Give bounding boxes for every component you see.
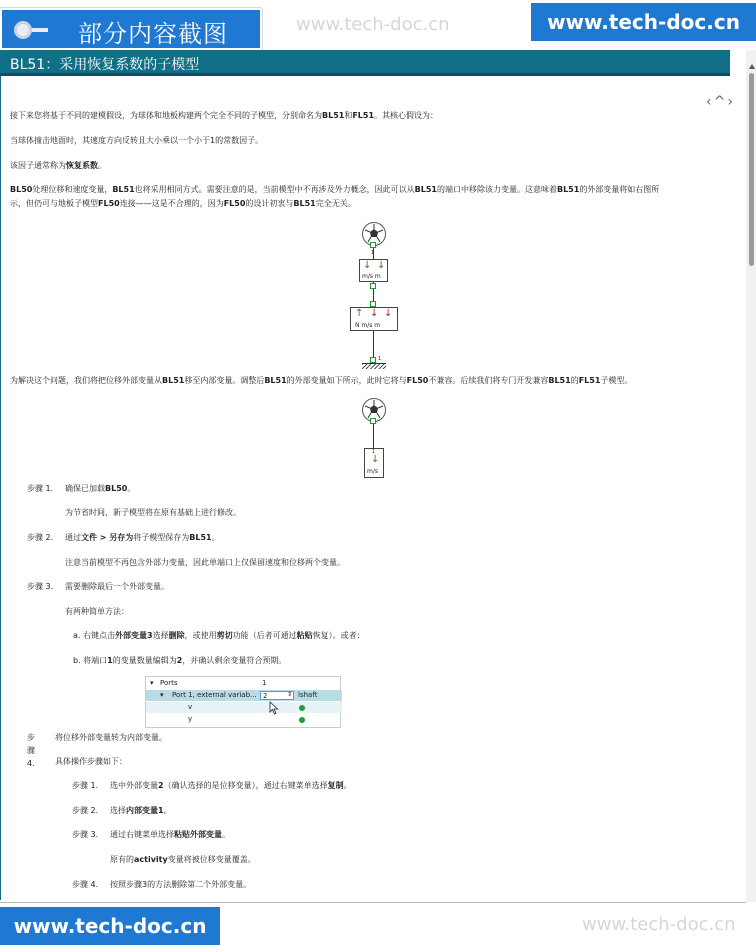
page-header (0, 50, 730, 76)
section-tag (0, 8, 262, 50)
connector-line (373, 331, 374, 357)
watermark-top-right: www.tech-doc.cn (531, 3, 756, 41)
port-node-icon (370, 283, 376, 289)
intro-line-2: 当球体撞击地面时，其速度方向反转且大小乘以一个小于1的常数因子。 (10, 136, 264, 145)
status-dot-icon (299, 717, 305, 723)
bl-submodel-block[interactable] (359, 259, 388, 282)
block-labels: m/s m (362, 273, 381, 280)
port-1-extra: lshaft (298, 691, 318, 699)
tag-title: 部分内容截图 (78, 20, 228, 48)
substep-1-label: 步骤 1. (72, 781, 99, 790)
substep-3-note: 原有的activity变量将被位移变量覆盖。 (110, 855, 256, 864)
bl51-submodel-block[interactable] (364, 448, 384, 478)
step-3-note: 有两种简单方法： (65, 607, 129, 616)
port-1-row[interactable] (146, 690, 342, 701)
ports-header: Ports (160, 679, 178, 687)
arrow-down-icon: ↓ (377, 260, 386, 271)
substep-2-label: 步骤 2. (72, 806, 99, 815)
substep-4-text: 按照步骤3的方法删除第二个外部变量。 (110, 880, 252, 889)
ground-icon (362, 363, 386, 369)
variable-row-y[interactable] (146, 714, 342, 725)
arrow-up-icon: ↑ (355, 308, 364, 319)
block-labels: N m/s m (355, 322, 381, 329)
step-1-label: 步骤 1. (27, 484, 54, 493)
step-4-label-char: 骤 (27, 746, 35, 755)
ports-table[interactable] (145, 676, 341, 728)
variable-y-label: y (188, 715, 193, 723)
watermark-top-center: www.tech-doc.cn (296, 14, 450, 35)
intro-para-1: BL50处理位移和速度变量，BL51也将采用相同方式。需要注意的是，当前模型中不再涉及外力概念，因此可以从BL51的端口中移除该力变量。这意味着BL51的外部变量将如右图所 (10, 185, 660, 194)
intro-line-1: 接下来您将基于不同的建模假设，为球体和地板构建两个完全不同的子模型，分别命名为BL51和FL51。其核心假设为： (10, 111, 439, 120)
port-1-label: Port 1, external variab... (172, 691, 257, 699)
port-number: 1 (372, 449, 376, 455)
substep-1-text: 选中外部变量2（确认选择的是位移变量），通过右键菜单选择复制。 (110, 781, 352, 790)
arrow-down-icon: ↓ (370, 308, 379, 319)
step-2-note: 注意当前模型不再包含外部力变量，因此单端口上仅保留速度和位移两个变量。 (65, 558, 345, 567)
fl-submodel-block[interactable] (350, 307, 398, 331)
substep-3-label: 步骤 3. (72, 830, 99, 839)
arrow-down-icon: ↓ (384, 308, 393, 319)
watermark-bottom-right: www.tech-doc.cn (582, 914, 736, 935)
scroll-thumb[interactable] (749, 73, 754, 266)
arrow-down-icon: ↓ (371, 454, 380, 465)
scroll-up-icon[interactable] (749, 64, 755, 69)
substep-3-text: 通过右键菜单选择粘贴外部变量。 (110, 830, 230, 839)
nav-arrows-icon[interactable]: ‹^› (706, 94, 735, 110)
block-labels: m/s (367, 468, 378, 475)
variable-count-input[interactable]: 2 ⇕ (260, 691, 294, 700)
method-a: a. 右键点击外部变量3选择删除，或使用剪切功能（后者可通过粘贴恢复）。或者： (73, 631, 365, 640)
variable-row-v[interactable] (146, 702, 342, 713)
spinner-icon[interactable]: ⇕ (286, 691, 292, 698)
step-1-text: 确保已加载BL50。 (65, 484, 136, 493)
collapse-icon[interactable]: ▾ (160, 691, 164, 699)
step-4-text: 将位移外部变量转为内部变量。 (55, 733, 167, 742)
footer-divider (0, 902, 746, 903)
step-4-note: 具体操作步骤如下： (55, 757, 127, 766)
intro-line-3: 该因子通常称为恢复系数。 (10, 161, 106, 170)
watermark-bottom-left: www.tech-doc.cn (0, 907, 220, 945)
collapse-icon[interactable]: ▾ (150, 679, 154, 687)
mouse-cursor-icon (269, 701, 279, 715)
step-2-text: 通过文件 > 另存为将子模型保存为BL51。 (65, 533, 220, 542)
port-node-icon (370, 242, 376, 248)
intro-para-3: 为解决这个问题，我们将把位移外部变量从BL51移至内部变量。调整后BL51的外部变量如下所示，此时它将与FL50不兼容。后续我们将专门开发兼容BL51的FL51子模型。 (10, 376, 633, 385)
connector-line (373, 424, 374, 450)
port-number: 1 (378, 356, 382, 362)
step-2-label: 步骤 2. (27, 533, 54, 542)
status-dot-icon (299, 705, 305, 711)
step-3-label: 步骤 3. (27, 582, 54, 591)
port-number: 1 (371, 250, 375, 256)
variable-v-label: v (188, 703, 193, 711)
step-4-label-char: 步 (27, 733, 35, 742)
step-1-note: 为节省时间，新子模型将在原有基础上进行修改。 (65, 508, 241, 517)
arrow-down-icon: ↓ (363, 260, 372, 271)
step-3-text: 需要删除最后一个外部变量。 (65, 582, 169, 591)
ports-count: 1 (262, 679, 267, 687)
substep-4-label: 步骤 4. (72, 880, 99, 889)
tag-knob-icon (14, 21, 32, 39)
page-title: BL51：采用恢复系数的子模型 (10, 57, 200, 73)
substep-2-text: 选择内部变量1。 (110, 806, 172, 815)
step-4-label-char: 4. (27, 759, 35, 768)
ports-header-row[interactable] (146, 678, 342, 689)
intro-para-2: 示，但仍可与地板子模型FL50连接——这是不合理的，因为FL50的设计初衷与BL51完全无关。 (10, 199, 356, 208)
method-b: b. 将端口1的变量数量编辑为2，并确认剩余变量符合预期。 (73, 656, 287, 665)
